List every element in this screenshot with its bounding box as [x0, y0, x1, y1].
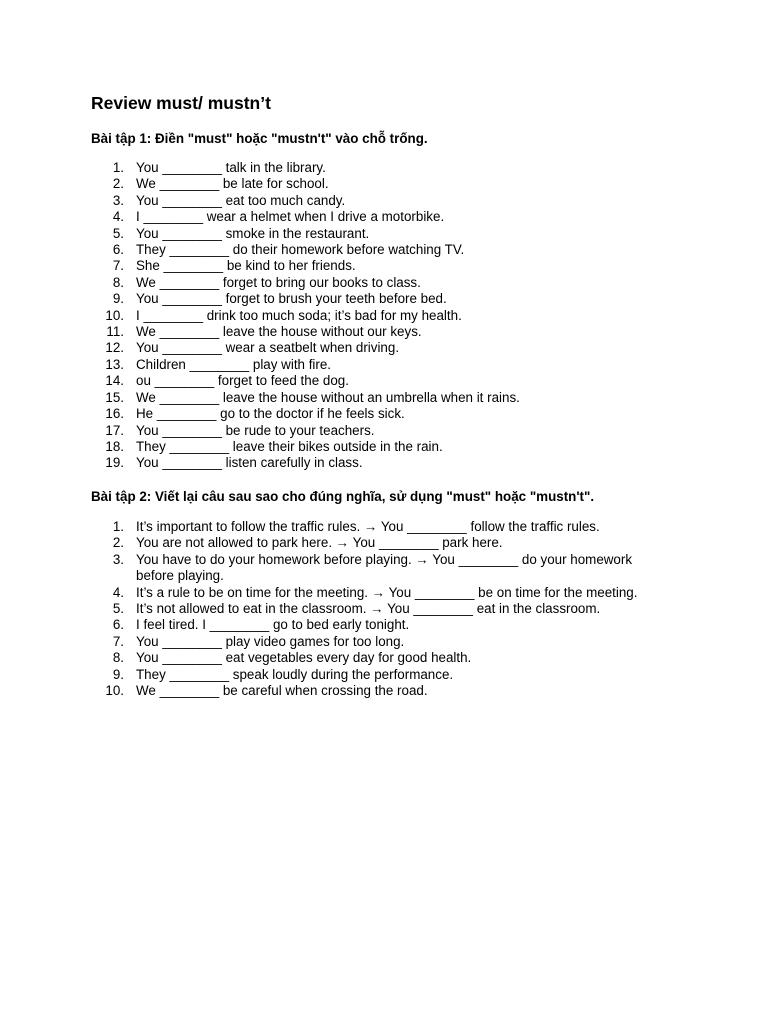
item-text: You ________ eat vegetables every day for good health. [136, 650, 472, 666]
list-item [0, 650, 768, 666]
list-item [0, 406, 768, 422]
exercise-2-heading: Bài tập 2: Viết lại câu sau sao cho đúng nghĩa, sử dụng "must" hoặc "mustn't". [91, 489, 595, 504]
list-item [0, 176, 768, 192]
item-text: I ________ drink too much soda; it’s bad for my health. [136, 307, 462, 323]
list-item [0, 390, 768, 406]
item-number: 4. [112, 584, 124, 600]
list-item [0, 308, 768, 324]
list-item [0, 601, 768, 617]
item-text: They ________ do their homework before watching TV. [136, 242, 465, 258]
item-number: 9. [112, 291, 124, 307]
item-text: You ________ play video games for too long. [136, 633, 405, 649]
item-number: 6. [112, 617, 124, 633]
item-number: 1. [112, 519, 124, 534]
item-text: You ________ talk in the library. [136, 160, 326, 175]
item-text: We ________ leave the house without our keys. [136, 324, 422, 340]
item-number: 10. [105, 683, 124, 699]
item-number: 12. [105, 340, 124, 356]
item-number: 5. [112, 225, 124, 241]
item-text: You ________ smoke in the restaurant. [136, 225, 370, 241]
list-item [0, 340, 768, 356]
item-text: You ________ be rude to your teachers. [136, 422, 375, 438]
item-text: You ________ wear a seatbelt when driving. [136, 340, 400, 356]
list-item [0, 193, 768, 209]
item-number: 1. [112, 160, 124, 175]
item-number: 7. [112, 633, 124, 649]
item-number: 16. [105, 406, 124, 422]
exercise-1-list [0, 160, 768, 472]
item-number: 18. [105, 438, 124, 454]
list-item [0, 373, 768, 389]
exercise-2-list [0, 519, 768, 699]
item-text: Children ________ play with fire. [136, 356, 332, 372]
item-number: 2. [112, 535, 124, 551]
item-number: 8. [112, 274, 124, 290]
list-item [0, 634, 768, 650]
list-item [0, 160, 768, 176]
exercise-1-heading: Bài tập 1: Điền "must" hoặc "mustn't" vào chỗ trống. [91, 131, 428, 146]
item-text: I ________ wear a helmet when I drive a motorbike. [136, 209, 445, 225]
item-text: I feel tired. I ________ go to bed early tonight. [136, 617, 410, 633]
list-item [0, 209, 768, 225]
list-item [0, 519, 768, 535]
item-number: 8. [112, 650, 124, 666]
item-number: 7. [112, 258, 124, 274]
item-number: 14. [105, 373, 124, 389]
list-item [0, 585, 768, 601]
list-item [0, 667, 768, 683]
list-item [0, 617, 768, 633]
item-number: 11. [106, 324, 124, 340]
list-item [0, 324, 768, 340]
item-text: ou ________ forget to feed the dog. [136, 373, 349, 389]
item-number: 13. [105, 356, 124, 372]
item-text: You ________ eat too much candy. [136, 192, 346, 208]
item-text: It’s not allowed to eat in the classroom. → You ________ eat in the classroom. [136, 601, 601, 617]
list-item [0, 258, 768, 274]
item-text: They ________ leave their bikes outside in the rain. [136, 438, 443, 454]
item-text: They ________ speak loudly during the performance. [136, 666, 454, 682]
item-text: We ________ forget to bring our books to class. [136, 274, 421, 290]
item-number: 17. [105, 422, 124, 438]
list-item [0, 226, 768, 242]
item-text: She ________ be kind to her friends. [136, 258, 356, 274]
list-item [0, 439, 768, 455]
list-item [0, 291, 768, 307]
item-text: You ________ listen carefully in class. [136, 455, 363, 471]
item-number: 5. [112, 601, 124, 617]
item-text: We ________ be careful when crossing the road. [136, 683, 428, 699]
item-number: 15. [105, 389, 124, 405]
item-number: 9. [112, 666, 124, 682]
item-number: 4. [112, 209, 124, 225]
item-text: We ________ leave the house without an umbrella when it rains. [136, 389, 520, 405]
item-text: It’s important to follow the traffic rules. → You ________ follow the traffic rules. [136, 519, 600, 534]
item-text: We ________ be late for school. [136, 176, 329, 192]
list-item [0, 275, 768, 291]
document-title: Review must/ mustn’t [91, 93, 271, 113]
list-item [0, 242, 768, 258]
item-number: 3. [112, 192, 124, 208]
item-number: 2. [112, 176, 124, 192]
item-number: 19. [105, 455, 124, 471]
item-text: You have to do your homework before playing. → You ________ do your homework before playing. [136, 551, 633, 584]
list-item [0, 455, 768, 471]
item-number: 10. [105, 307, 124, 323]
item-number: 3. [112, 551, 124, 567]
item-text: He ________ go to the doctor if he feels sick. [136, 406, 405, 422]
list-item [0, 552, 768, 585]
item-text: You ________ forget to brush your teeth before bed. [136, 291, 447, 307]
list-item [0, 357, 768, 373]
list-item [0, 683, 768, 699]
item-text: You are not allowed to park here. → You ________ park here. [136, 535, 503, 551]
list-item [0, 535, 768, 551]
list-item [0, 423, 768, 439]
item-text: It’s a rule to be on time for the meeting. → You ________ be on time for the meeting. [136, 584, 638, 600]
item-number: 6. [112, 242, 124, 258]
